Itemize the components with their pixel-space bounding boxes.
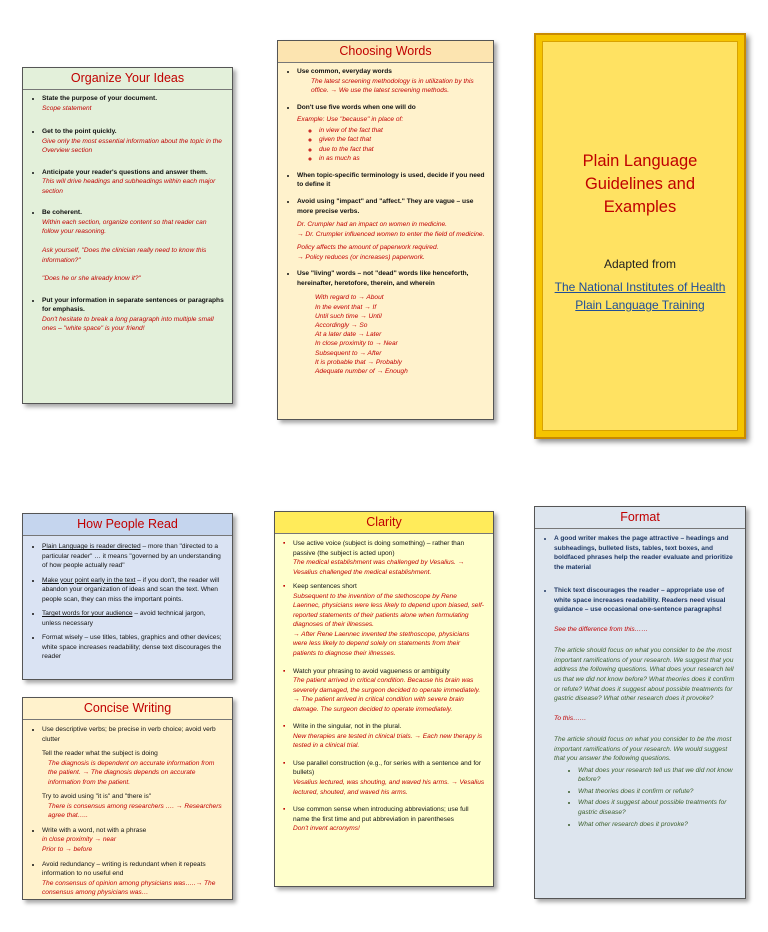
- list-item: • Thick text discourages the reader – appropriate use of white space increases readability. Readers need visual guidance – use occasional one-sentence paragraphs!: [554, 586, 737, 615]
- clarity-title: Clarity: [275, 512, 493, 534]
- how-people-read-panel: [22, 513, 233, 680]
- list-item: • When topic-specific terminology is used, decide if you need to define it: [297, 171, 485, 190]
- organize-title: Organize Your Ideas: [23, 68, 232, 90]
- main-heading: Plain Language Guidelines and Examples: [582, 152, 698, 217]
- list-item: ▪ Use parallel construction (e.g., for series with a sentence and for bullets) Vesalius lectured, was shouting, and waved his arms. → Vesalius lectured, shouted, and waved his arms.: [283, 759, 485, 796]
- choosing-words-panel: [277, 40, 494, 420]
- list-item: ▪ Watch your phrasing to avoid vagueness or ambiguity The patient arrived in critical condition. Because his brain was severely damaged, the surgeon decided to operate immediately. → The patient arrived in critical condition with severe brain damage. The surgeon decided to operate immediately.: [283, 667, 481, 713]
- list-item: • Avoid redundancy – writing is redundant when it repeats information to no useful end The consensus of opinion among physicians was…..→ The consensus among physicians was…: [42, 860, 224, 898]
- list-item: • Write with a word, not with a phrase in close proximity → near Prior to → before: [42, 826, 224, 855]
- list-item: • Be coherent. Within each section, organize content so that reader can follow your reasoning. Ask yourself, "Does the clinician really need to know this information?" "Does he or she already know it?": [42, 208, 224, 283]
- concise-title: Concise Writing: [23, 698, 232, 720]
- organize-panel: [22, 67, 233, 404]
- list-item: • State the purpose of your document. Scope statement: [42, 94, 224, 113]
- list-item: • Don't use five words when one will do Example: Use "because" in place of: ◦ in view of the fact that ◦ given the fact that ◦ due to the fact that ◦ in as much as: [297, 103, 485, 164]
- list-item: • Target words for your audience – avoid technical jargon, unless necessary: [42, 609, 224, 628]
- list-item: • Get to the point quickly. Give only the most essential information about the topic in the Overview section: [42, 127, 224, 156]
- format-panel: Format • A good writer makes the page attractive – headings and subheadings, bulleted lists, tables, text boxes, and boldfaced phrases help the reader evaluate and prioritize the material • Thick text discourages the reader – appropriate use of white space increases readability. Readers need visual guidance – use occasional one-sentence paragraphs! See the difference from this…… The article should focus on what you consider to be the most important ramifications of your research. We suggest that you address the following questions. What does your research tell us that we did not know before? What theories does it confirm or refute? What does it suggest about possible treatments for gastric disease? What other research does it provoke? To this…… The article should focus on what you consider to be the most important ramifications of your research. We would suggest that you answer the following questions. • What does your research tell us that we did not know before? • What theories does it confirm or refute? • What does it suggest about possible treatments for gastric disease? • What other research does it provoke?: [534, 506, 746, 899]
- how-title: How People Read: [23, 514, 232, 536]
- list-item: • Avoid using "impact" and "affect." They are vague – use more precise verbs. Dr. Crumpler had an impact on women in medicine. → Dr. Crumpler influenced women to enter the field of medicine. Policy affects the amount of paperwork required. → Policy reduces (or increases) paperwork.: [297, 197, 485, 262]
- clarity-panel: [274, 511, 494, 887]
- list-item: • Use "living" words – not "dead" words like henceforth, hereinafter, heretofore, therein, and wherein With regard to → About In the event that → If Until such time → Until Accordingly → So At a later date → Later In close proximity to → Near Subsequent to → After It is probable that → Probably Adequate number of → Enough: [297, 269, 485, 376]
- concise-writing-panel: Concise Writing • Use descriptive verbs; be precise in verb choice; avoid verb clutter Tell the reader what the subject is doing The diagnosis is dependent on accurate information from the patient. → The diagnosis depends on accurate information from the patient. Try to avoid using "it is" and "there is" There is consensus among researchers …. → Researchers agree that….. • Write with a word, not with a phrase in close proximity → near Prior to → before • Avoid redundancy – writing is redundant when it repeats information to no useful end The consensus of opinion among physicians was…..→ The consensus among physicians was…: [22, 697, 233, 900]
- title-card: [534, 33, 746, 439]
- list-item: • Use descriptive verbs; be precise in verb choice; avoid verb clutter: [42, 725, 224, 744]
- list-item: • A good writer makes the page attractive – headings and subheadings, bulleted lists, tables, text boxes, and boldfaced phrases help the reader evaluate and prioritize the material: [554, 534, 737, 572]
- list-item: • Format wisely – use titles, tables, graphics and other devices; white space increases readability; dense text discourages the reader: [42, 633, 224, 662]
- list-item: • Put your information in separate sentences or paragraphs for emphasis. Don't hesitate to break a long paragraph into multiple small ones – "white space" is your friend!: [42, 296, 224, 334]
- list-item: ▪ Use common sense when introducing abbreviations; use full name the first time and put abbreviation in parentheses Don't invent acronyms!: [283, 806, 469, 833]
- choosing-title: Choosing Words: [278, 41, 493, 63]
- list-item: ▪ Write in the singular, not in the plural. New therapies are tested in clinical trials. → Each new therapy is tested in a clinical trial.: [283, 723, 483, 750]
- list-item: • Plain Language is reader directed – more than "directed to a particular reader" … it means "governed by an understanding of how people actually read": [42, 542, 224, 571]
- list-item: • Use common, everyday words The latest screening methodology is in utilization by this office. → We use the latest screening methods.: [297, 67, 485, 96]
- list-item: ▪ Use active voice (subject is doing something) – rather than passive (the subject is acted upon) The medical establishment was challenged by Vesalius. → Vesalius challenged the medical establishment.: [283, 540, 465, 576]
- list-item: ▪ Keep sentences short Subsequent to the invention of the stethoscope by Rene Laennec, physicians were less likely to depend upon biased, self-reported statements of their patients alone when formulating diagnoses of their illnesses. → After Rene Laennec invented the stethoscope, physicians were less likely to depend solely on statements from their patients to diagnose their illnesses.: [283, 583, 484, 658]
- adapted-from: Adapted from: [603, 257, 677, 272]
- list-item: • Make your point early in the text – if you don't, the reader will abandon your organization of ideas and scan the text. When people scan, they can miss the important points.: [42, 576, 224, 605]
- list-item: • Anticipate your reader's questions and answer them. This will drive headings and subheadings within each major section: [42, 168, 224, 197]
- format-title: Format: [535, 507, 745, 529]
- source-link[interactable]: The National Institutes of Health Plain Language Training: [554, 280, 726, 312]
